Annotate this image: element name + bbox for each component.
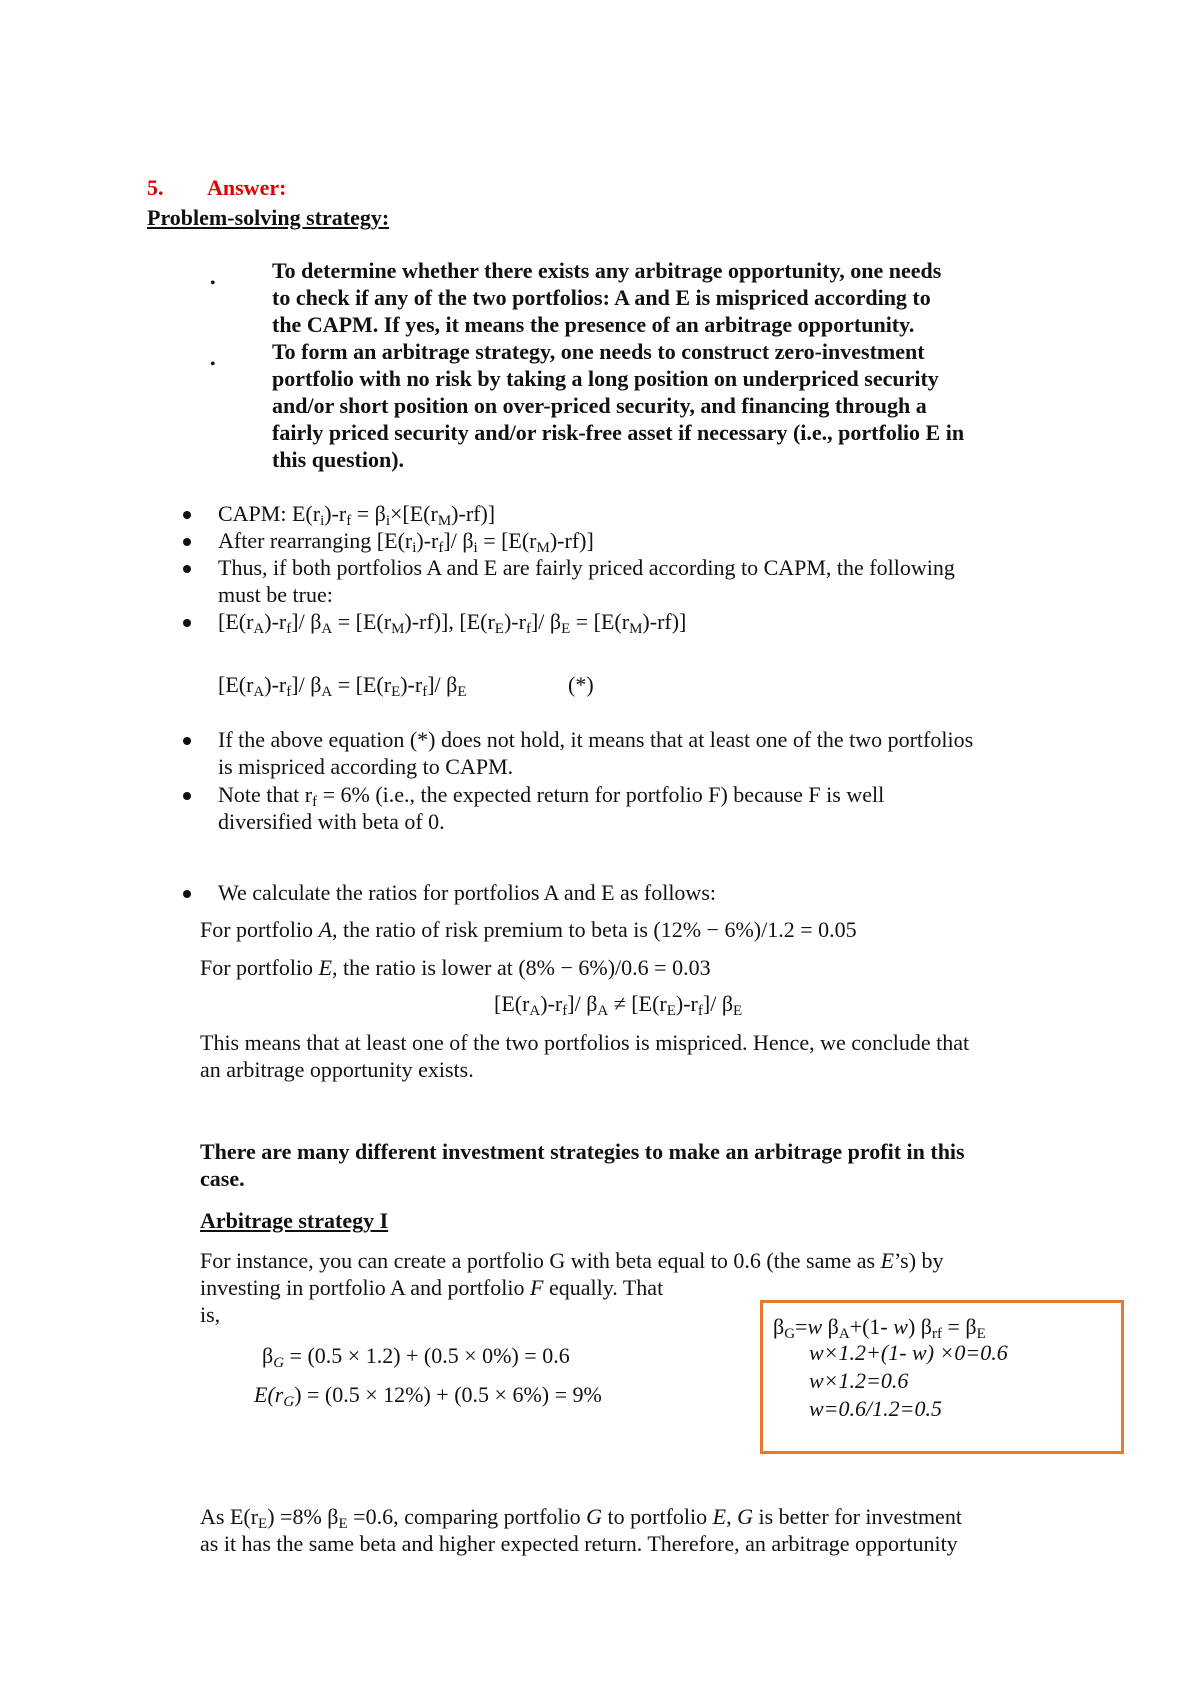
text-line: is, (200, 1302, 221, 1327)
strategy-bullet-1 (272, 257, 1072, 338)
beta-g-calc: $\beta_G = (0.5 \times 1.2) + (0.5 \times 0\%) = 0.6$ (262, 1343, 570, 1371)
text-line: There are many different investment strategies to make an arbitrage profit in this (200, 1139, 965, 1164)
text-line: If the above equation (*) does not hold, it means that at least one of the two portfolios (218, 727, 974, 752)
strategy-bullet-2 (272, 338, 1072, 473)
many-strategies-note (200, 1138, 965, 1192)
text-line: an arbitrage opportunity exists. (200, 1057, 474, 1082)
bullet-icon: • (210, 356, 216, 373)
text-line: must be true: (218, 582, 333, 607)
bullet-dot-icon (183, 890, 191, 898)
fair-price-condition (218, 554, 955, 608)
text-line: the CAPM. If yes, it means the presence of an arbitrage opportunity. (272, 312, 915, 337)
box-beta-equation: $\beta_G=w$ $\beta_A+(1-$ w) $\beta_{rf} = \beta_E$ (773, 1314, 986, 1342)
ratio-portfolio-e: For portfolio E, the ratio is lower at (8% − 6%)/0.6 = 0.03 (200, 955, 711, 980)
bullet-dot-icon (183, 737, 191, 745)
inequality-equation: $[E(r_A)-r_f]/$ $\beta_A \ne [E(r_E)-r_f]/$ $\beta_E$ (494, 991, 743, 1019)
answer-heading: Answer: (207, 175, 287, 200)
text-line: To form an arbitrage strategy, one needs to construct zero-investment (272, 339, 925, 364)
bullet-dot-icon (183, 792, 191, 800)
return-g-calc: $E(r_G) = (0.5 \times 12\%) + (0.5 \times 6\%) = 9\%$ (254, 1382, 602, 1410)
arbitrage-strategy-heading: Arbitrage strategy I (200, 1208, 389, 1233)
ratio-portfolio-a: For portfolio A, the ratio of risk premium to beta is (12% − 6%)/1.2 = 0.05 (200, 917, 857, 942)
bullet-dot-icon (183, 538, 191, 546)
text-line: Thus, if both portfolios A and E are fairly priced according to CAPM, the following (218, 555, 955, 580)
text-line: investing in portfolio A and portfolio F equally. That (200, 1275, 664, 1300)
mispricing-note (218, 726, 973, 780)
capm-formula: CAPM: $E(r_i)-r_f = \beta_i\times[E(r_M)-rf)$] (218, 501, 496, 529)
fair-price-equations: $[E(r_A)-r_f]/$ $\beta_A = [E(r_M)-rf)$], $[E(r_E)-r_f]/$ $\beta_E = [E(r_M)-rf)$] (218, 609, 687, 637)
risk-free-note (218, 781, 884, 835)
ratio-intro: We calculate the ratios for portfolios A and E as follows: (218, 880, 716, 905)
text-line: as it has the same beta and higher expected return. Therefore, an arbitrage opportunity (200, 1531, 958, 1556)
strategy-heading: Problem-solving strategy: (147, 205, 390, 230)
ratio-conclusion (200, 1029, 969, 1083)
text-line: is mispriced according to CAPM. (218, 754, 514, 779)
bullet-dot-icon (183, 565, 191, 573)
text-line: this question). (272, 447, 405, 472)
text-line: fairly priced security and/or risk-free asset if necessary (i.e., portfolio E in (272, 420, 965, 445)
rearranged-formula: After rearranging $[E(r_i)-r_f]/$ $\beta_i = [E(r_M)-rf)$] (218, 528, 594, 556)
text-line: portfolio with no risk by taking a long position on underpriced security (272, 366, 939, 391)
bullet-dot-icon (183, 511, 191, 519)
text-line: diversified with beta of 0. (218, 809, 445, 834)
weight-derivation-box (760, 1300, 1124, 1454)
question-number: 5. (147, 175, 164, 200)
text-line: case. (200, 1166, 245, 1191)
text-line: Note that $r_f = 6\%$ (i.e., the expected return for portfolio F) because F is well (218, 782, 885, 810)
text-line: This means that at least one of the two portfolios is mispriced. Hence, we conclude that (200, 1030, 970, 1055)
final-paragraph (200, 1503, 962, 1557)
bullet-dot-icon (183, 619, 191, 627)
text-line: to check if any of the two portfolios: A and E is mispriced according to (272, 285, 931, 310)
bullet-icon: • (210, 275, 216, 292)
text-line: and/or short position on over-priced security, and financing through a (272, 393, 927, 418)
text-line: To determine whether there exists any arbitrage opportunity, one needs (272, 258, 942, 283)
text-line: For instance, you can create a portfolio G with beta equal to 0.6 (the same as E’s) by (200, 1248, 944, 1273)
box-line-3: w×1.2=0.6 (809, 1368, 909, 1393)
box-line-4: w=0.6/1.2=0.5 (809, 1396, 942, 1421)
box-line-2: w×1.2+(1- w) ×0=0.6 (809, 1340, 1008, 1365)
equation-star: $[E(r_A)-r_f]/$ $\beta_A = [E(r_E)-r_f]/$ $\beta_E$ (218, 672, 467, 700)
text-line: As $E(r_E) =8\%$ $\beta_E =0.6$, comparing portfolio G to portfolio E, G is better for investment (200, 1504, 962, 1532)
equation-star-label: (*) (568, 672, 594, 697)
